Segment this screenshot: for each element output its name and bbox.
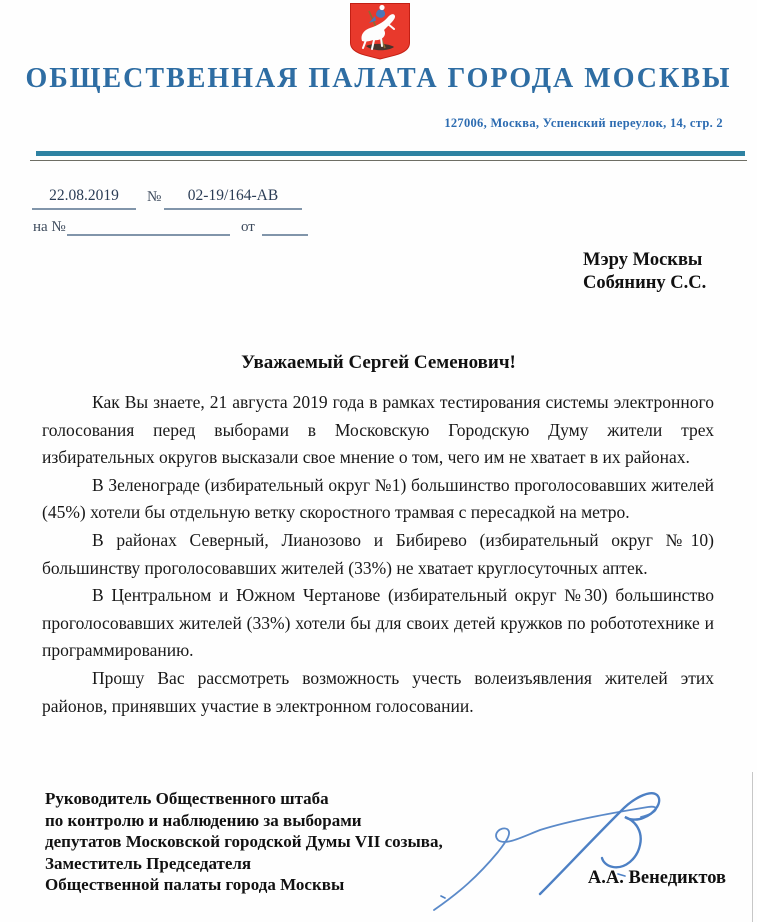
blank-underline: [67, 212, 230, 236]
signer-position-line: Руководитель Общественного штаба: [45, 789, 329, 808]
moscow-coat-of-arms-icon: [348, 2, 412, 60]
signer-position-line: Заместитель Председателя: [45, 853, 252, 873]
signer-position-line: Общественной палаты города Москвы: [45, 875, 345, 894]
addressee-block: [583, 249, 706, 295]
reply-from-label: от: [241, 219, 255, 235]
header-divider: [36, 151, 745, 156]
blank-underline: [262, 212, 308, 236]
handwritten-signature: [420, 782, 710, 917]
letter-number: 02-19/164-АВ: [164, 187, 302, 210]
signer-position-line: по контролю и наблюдению за выборами: [45, 810, 362, 830]
signer-name: А.А. Венедиктов: [587, 868, 726, 888]
letter-body: [42, 389, 714, 720]
scan-artifact-line: [752, 772, 753, 922]
paragraph: В Центральном и Южном Чертанове (избирательный округ №30) большинство проголосовавших жителей (33%) хотели бы для своих детей кружков по робототехнике и программированию.: [42, 585, 714, 661]
letter-date: 22.08.2019: [32, 187, 136, 210]
addressee-line: Собянину С.С.: [583, 273, 707, 293]
paragraph: В Зеленограде (избирательный округ №1) большинство проголосовавших жителей (45%) хотели бы отдельную ветку скоростного трамвая с пересадкой на метро.: [42, 474, 714, 523]
paragraph: Прошу Вас рассмотреть возможность учесть волеизъявления жителей этих районов, принявших участие в электронном голосовании.: [42, 667, 714, 716]
paragraph: В районах Северный, Лианозово и Бибирево (избирательный округ №10) большинству проголосовавших жителей (33%) не хватает круглосуточных аптек.: [42, 529, 714, 578]
salutation: Уважаемый Сергей Семенович!: [241, 352, 516, 373]
addressee-line: Мэру Москвы: [583, 250, 703, 270]
number-sign-label: №: [147, 189, 162, 205]
reply-to-label: на №: [33, 219, 66, 235]
organization-address: 127006, Москва, Успенский переулок, 14, стр. 2: [444, 116, 723, 130]
header-divider-thin: [30, 160, 747, 161]
signer-position-line: депутатов Московской городской Думы VII созыва,: [45, 832, 443, 851]
paragraph: Как Вы знаете, 21 августа 2019 года в рамках тестирования системы электронного голосования перед выборами в Московскую Городскую Думу жители трех избирательных округов высказали свое мнение о том, чего им не хватает в их районах.: [42, 392, 714, 468]
organization-name: ОБЩЕСТВЕННАЯ ПАЛАТА ГОРОДА МОСКВЫ: [25, 63, 732, 94]
